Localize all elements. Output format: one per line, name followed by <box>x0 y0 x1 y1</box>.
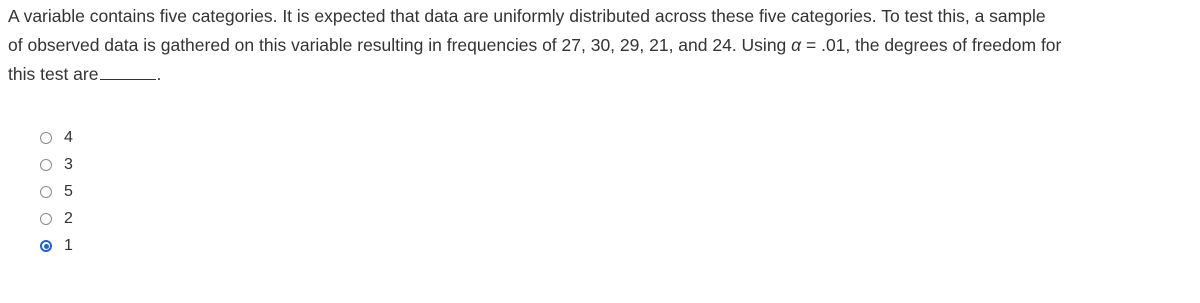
alpha-symbol: α <box>791 35 802 55</box>
question-line-3 <box>8 60 1200 89</box>
option-3[interactable] <box>40 154 73 176</box>
option-4[interactable] <box>40 127 73 149</box>
option-label: 5 <box>64 183 73 200</box>
option-1[interactable] <box>40 235 73 257</box>
question-line-3-period: . <box>156 64 162 84</box>
option-5[interactable] <box>40 181 73 203</box>
option-label: 2 <box>64 210 73 227</box>
option-label: 3 <box>64 156 73 173</box>
answer-blank <box>100 62 156 80</box>
question-text <box>8 2 1200 89</box>
question-line-2-end: = .01, the degrees of freedom for <box>801 35 1062 55</box>
option-label: 1 <box>64 237 73 254</box>
question-line-3-text: this test are <box>8 64 99 84</box>
radio-button-icon[interactable] <box>40 132 52 144</box>
radio-button-icon[interactable] <box>40 159 52 171</box>
option-label: 4 <box>64 129 73 146</box>
option-2[interactable] <box>40 208 73 230</box>
question-line-2-start: of observed data is gathered on this variable resulting in frequencies of 27, 30, 29, 21, and 24. Using <box>8 35 792 55</box>
radio-button-icon[interactable] <box>40 213 52 225</box>
question-line-2 <box>8 31 1200 60</box>
radio-button-selected-icon[interactable] <box>40 240 52 252</box>
radio-button-icon[interactable] <box>40 186 52 198</box>
question-line-1: A variable contains five categories. It is expected that data are uniformly distributed across these five categories. To test this, a sample <box>8 6 1046 26</box>
